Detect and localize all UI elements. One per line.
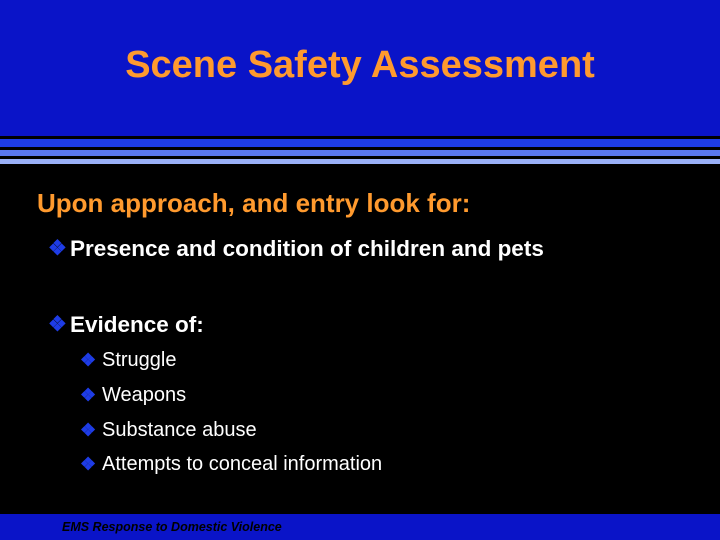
sub-bullet-item: [80, 416, 257, 444]
sub-bullet-text: Weapons: [102, 384, 187, 406]
sub-bullet-item: [80, 346, 177, 374]
sub-bullet-text: Struggle: [102, 349, 177, 371]
bullet-text: Evidence of:: [70, 312, 204, 337]
sub-bullet-text: Substance abuse: [102, 419, 257, 441]
sub-bullet-text: Attempts to conceal information: [102, 453, 383, 475]
footer-text: EMS Response to Domestic Violence: [62, 520, 282, 534]
bullet-item: [48, 233, 628, 265]
diamond-bullet-icon: ❖: [48, 237, 67, 260]
sub-bullet-item: [80, 450, 382, 478]
bullet-text: Presence and condition of children and pets: [70, 236, 544, 261]
intro-text: Upon approach, and entry look for:: [37, 188, 471, 218]
diamond-bullet-icon: ❖: [80, 385, 97, 405]
divider-stripes: [0, 130, 720, 164]
bullet-item: [48, 309, 204, 341]
diamond-bullet-icon: ❖: [48, 313, 67, 336]
diamond-bullet-icon: ❖: [80, 420, 97, 440]
sub-bullet-item: [80, 381, 186, 409]
diamond-bullet-icon: ❖: [80, 454, 97, 474]
slide-title: Scene Safety Assessment: [125, 44, 595, 86]
diamond-bullet-icon: ❖: [80, 350, 97, 370]
